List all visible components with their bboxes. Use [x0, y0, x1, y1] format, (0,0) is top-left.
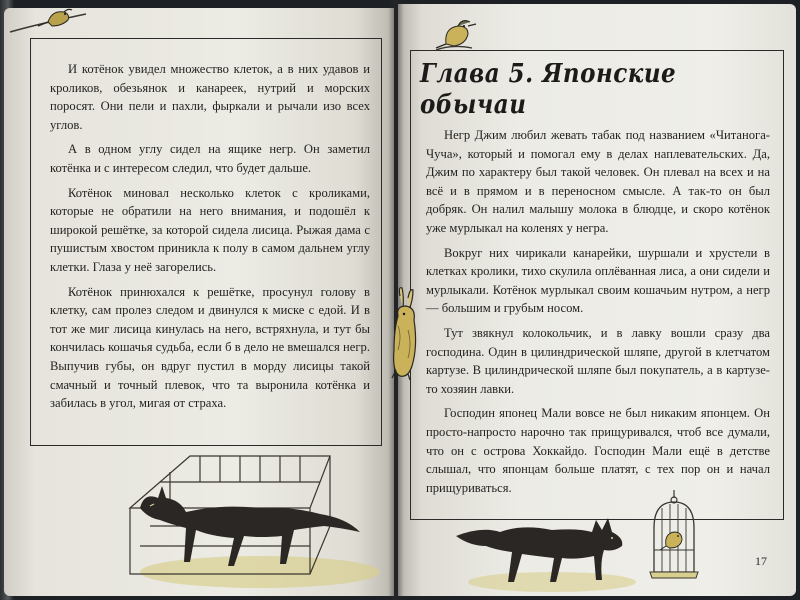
paragraph: А в одном углу сидел на ящике негр. Он заметил котёнка и с интересом следил, что будет дальше. — [50, 142, 370, 175]
paragraph: Негр Джим любил жевать табак под названием «Читанога-Чуча», который и помогал ему в делах наплевательских. Да, Джим по характеру был такой человек. Он плевал на всех и на всё и в прямом и в переносном смысле. А так-то он был добряк. Он налил малышу молока в блюдце, и скоро котёнок уже мурлыкал на коленях у негра. — [426, 128, 770, 235]
fox-in-cage-illustration — [110, 446, 380, 594]
bird-on-branch-icon — [8, 2, 88, 42]
paragraph: Господин японец Мали вовсе не был никаким японцем. Он просто-напросто нарочно так прищуривался, чтоб все думали, что он с острова Хоккайдо. Господин Мали ещё в детстве слышал, что японцам больше платят, с тех пор он и начал прищуриваться. — [426, 406, 770, 495]
paragraph: Вокруг них чирикали канарейки, шуршали и хрустели в клетках кролики, тихо скулила оплёванная лиса, а они сидели и мурлыкали. Котёнок мурлыкал своим кошачьим нутром, а негр — большим и грубым носом. — [426, 245, 770, 316]
page-number: 17 — [755, 554, 767, 568]
paragraph: Тут звякнул колокольчик, и в лавку вошли сразу два господина. Один в цилиндрической шляпе, другой в клетчатом картузе. В цилиндрической шляпе был покупатель, а в картузе-то хозяин лавки. — [426, 325, 770, 396]
paragraph: Котёнок принюхался к решётке, просунул голову в клетку, сам пролез следом и двинулся к миске с едой. И в тот же миг лисица кинулась на него, встряхнула, и тут бы кончилась кошачья судьба, если б в дело не вмешался негр. Выпучив губы, он вдруг пустил в морду лисицы такой смачный и точный плевок, что та выронила котёнка и забилась в угол, мигая от страха. — [50, 284, 370, 411]
left-text — [50, 60, 370, 419]
birdcage-icon — [646, 488, 702, 584]
chapter-title: Глава 5. Японские обычаи — [420, 58, 677, 121]
fox-illustration — [452, 502, 642, 594]
right-text — [426, 126, 770, 503]
rabbit-icon — [388, 286, 422, 382]
paragraph: Котёнок миновал несколько клеток с кроликами, которые не обратили на него внимания, и подошёл к широкой решётке, за которой сидела лисица. Рыжая дама с пушистым хвостом приникла к полу в самом дальнем углу клетки. Глаза у неё загорелись. — [50, 185, 370, 274]
bird-icon — [432, 14, 492, 56]
paragraph: И котёнок увидел множество клеток, а в них удавов и кроликов, обезьянок и канареек, нутрий и морских поросят. Они пели и пахли, фыркали и рычали изо всех углов. — [50, 62, 370, 132]
